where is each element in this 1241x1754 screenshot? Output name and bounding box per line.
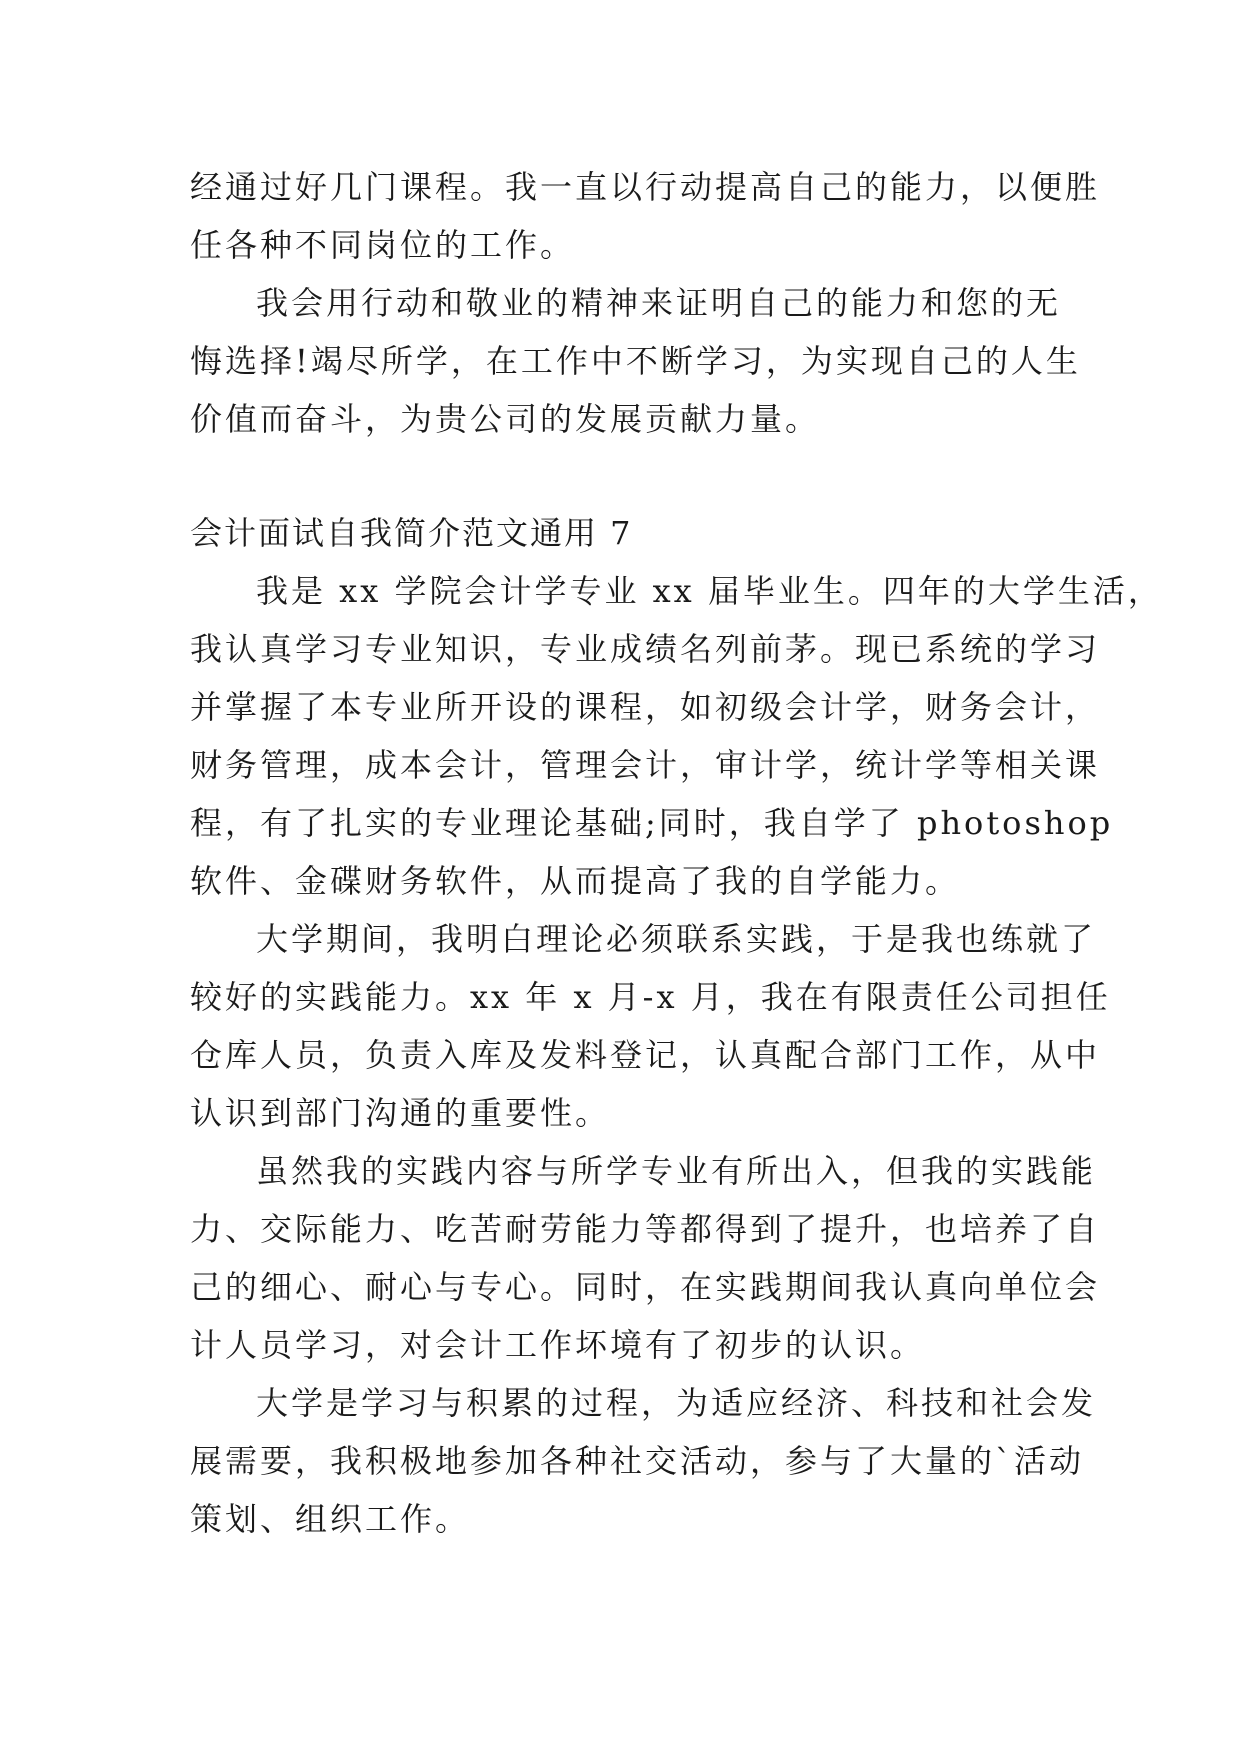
- text-line: 较好的实践能力。xx 年 x 月-x 月，我在有限责任公司担任: [190, 978, 1111, 1016]
- paragraph-1: [190, 562, 1163, 910]
- text-line: 计人员学习，对会计工作坏境有了初步的认识。: [190, 1326, 926, 1364]
- text-line: 程，有了扎实的专业理论基础;同时，我自学了 photoshop: [190, 804, 1114, 842]
- text-line: 价值而奋斗，为贵公司的发展贡献力量。: [190, 400, 821, 438]
- text-line: 悔选择!竭尽所学，在工作中不断学习，为实现自己的人生: [190, 342, 1081, 380]
- text-line: 大学期间，我明白理论必须联系实践，于是我也练就了: [256, 920, 1097, 958]
- text-line: 财务管理，成本会计，管理会计，审计学，统计学等相关课: [190, 746, 1101, 784]
- document-body: [190, 158, 1163, 1548]
- text-line: 我会用行动和敬业的精神来证明自己的能力和您的无: [256, 284, 1062, 322]
- text-line: 任各种不同岗位的工作。: [190, 226, 576, 264]
- section-title: 会计面试自我简介范文通用 7: [190, 514, 633, 552]
- closing-paragraph: [190, 274, 1081, 448]
- paragraph-3: [190, 1142, 1101, 1374]
- text-line: 软件、金碟财务软件，从而提高了我的自学能力。: [190, 862, 961, 900]
- text-line: 策划、组织工作。: [190, 1500, 471, 1538]
- text-line: 仓库人员，负责入库及发料登记，认真配合部门工作，从中: [190, 1036, 1101, 1074]
- continuation-paragraph: [190, 158, 1101, 274]
- text-line: 展需要，我积极地参加各种社交活动，参与了大量的`活动: [190, 1442, 1085, 1480]
- paragraph-2: [190, 910, 1111, 1142]
- text-line: 力、交际能力、吃苦耐劳能力等都得到了提升，也培养了自: [190, 1210, 1101, 1248]
- text-line: 大学是学习与积累的过程，为适应经济、科技和社会发: [256, 1384, 1097, 1422]
- text-line: 我认真学习专业知识，专业成绩名列前茅。现已系统的学习: [190, 630, 1101, 668]
- section-spacer: [190, 448, 1050, 504]
- paragraph-4: [190, 1374, 1097, 1548]
- text-line: 并掌握了本专业所开设的课程，如初级会计学，财务会计，: [190, 688, 1101, 726]
- text-line: 经通过好几门课程。我一直以行动提高自己的能力，以便胜: [190, 168, 1101, 206]
- text-line: 认识到部门沟通的重要性。: [190, 1094, 611, 1132]
- text-line: 己的细心、耐心与专心。同时，在实践期间我认真向单位会: [190, 1268, 1101, 1306]
- text-line: 虽然我的实践内容与所学专业有所出入，但我的实践能: [256, 1152, 1097, 1190]
- text-line: 我是 xx 学院会计学专业 xx 届毕业生。四年的大学生活，: [256, 572, 1163, 610]
